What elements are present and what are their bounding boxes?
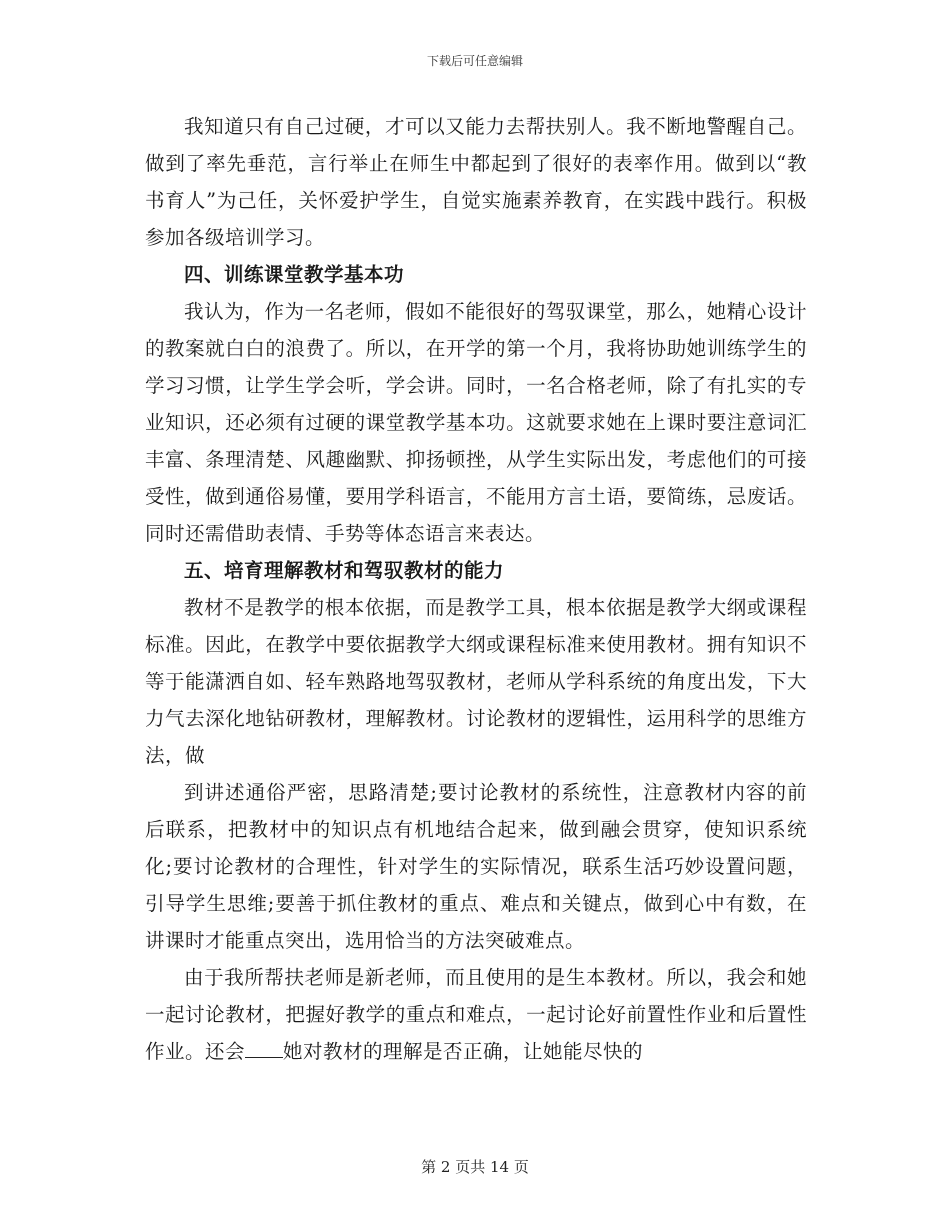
paragraph-classroom-skills: 我认为，作为一名老师，假如不能很好的驾驭课堂，那么，她精心设计的教案就白白的浪费了。所以，在开学的第一个月，我将协助她训练学生的学习习惯，让学生学会听，学会讲。同时，一名合格老师，除了有扎实的专业知识，还必须有过硬的课堂教学基本功。这就要求她在上课时要注意词汇丰富、条理清楚、风趣幽默、抑扬顿挫，从学生实际出发，考虑他们的可接受性，做到通俗易懂，要用学科语言，不能用方言土语，要简练，忌废话。同时还需借助表情、手势等体态语言来表达。 xyxy=(145,300,807,545)
paragraph-new-teacher-part1: 由于我所帮扶老师是新老师，而且使用的是生本教材。所以，我会和她一起讨论教材，把握好教学的重点和难点，一起讨论好前置性作业和后置性作业。还会 xyxy=(145,966,807,1063)
document-body xyxy=(145,108,807,1070)
section-heading-5: 五、培育理解教材和驾驭教材的能力 xyxy=(184,559,505,582)
paragraph-new-teacher-part2: 她对教材的理解是否正确，让她能尽快的 xyxy=(283,1040,644,1063)
page-header: 下载后可任意编辑 xyxy=(426,54,523,68)
fill-in-blank xyxy=(245,1037,283,1058)
paragraph-textbook-study: 到讲述通俗严密，思路清楚;要讨论教材的系统性，注意教材内容的前后联系，把教材中的知识点有机地结合起来，做到融会贯穿，使知识系统化;要讨论教材的合理性，针对学生的实际情况，联系生活巧妙设置问题，引导学生思维;要善于抓住教材的重点、难点和关键点，做到心中有数，在讲课时才能重点突出，选用恰当的方法突破难点。 xyxy=(145,781,807,952)
paragraph-self-discipline: 我知道只有自己过硬，才可以又能力去帮扶别人。我不断地警醒自己。做到了率先垂范，言行举止在师生中都起到了很好的表率作用。做到以“教书育人”为己任，关怀爱护学生，自觉实施素养教育，在实践中践行。积极参加各级培训学习。 xyxy=(145,115,807,249)
paragraph-textbook-basis: 教材不是教学的根本依据，而是教学工具，根本依据是教学大纲或课程标准。因此，在教学中要依据教学大纲或课程标准来使用教材。拥有知识不等于能潇洒自如、轻车熟路地驾驭教材，老师从学科系统的角度出发，下大力气去深化地钻研教材，理解教材。讨论教材的逻辑性，运用科学的思维方法，做 xyxy=(145,596,807,767)
section-heading-4: 四、训练课堂教学基本功 xyxy=(184,263,405,286)
page-footer: 第 2 页共 14 页 xyxy=(421,1158,529,1176)
paragraph-new-teacher xyxy=(145,959,807,1070)
